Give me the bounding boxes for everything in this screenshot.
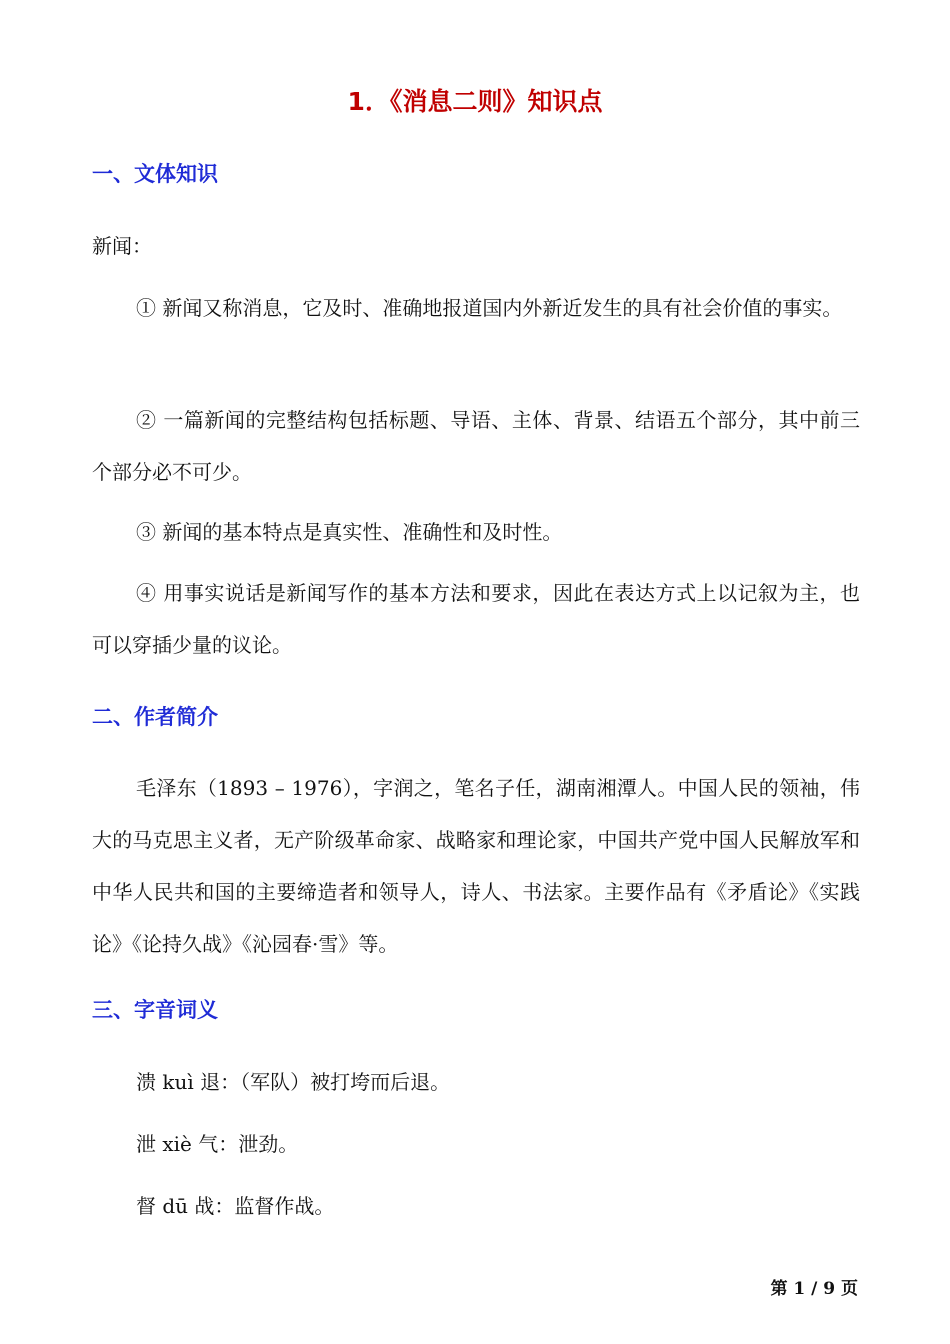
- news-point-3: ③ 新闻的基本特点是真实性、准确性和及时性。: [136, 520, 563, 544]
- vocab-item-1: 溃 kuì 退：（军队）被打垮而后退。: [136, 1070, 451, 1094]
- news-point-1: ① 新闻又称消息，它及时、准确地报道国内外新近发生的具有社会价值的事实。: [136, 296, 843, 320]
- section-heading-vocabulary: 三、字音词义: [92, 998, 218, 1022]
- document-title: 1．《消息二则》知识点: [347, 87, 603, 116]
- page-number: 第 1 / 9 页: [770, 1279, 858, 1299]
- section-heading-author: 二、作者简介: [92, 705, 218, 729]
- news-point-2: ② 一篇新闻的完整结构包括标题、导语、主体、背景、结语五个部分，其中前三个部分必不可少。: [92, 408, 860, 484]
- vocab-item-3: 督 dū 战：监督作战。: [136, 1194, 335, 1218]
- news-label: 新闻：: [92, 234, 152, 258]
- section-heading-genre: 一、文体知识: [92, 162, 218, 186]
- vocab-item-2: 泄 xiè 气：泄劲。: [136, 1132, 299, 1156]
- author-bio: 毛泽东（1893 – 1976），字润之，笔名子任，湖南湘潭人。中国人民的领袖，伟大的马克思主义者，无产阶级革命家、战略家和理论家，中国共产党中国人民解放军和中华人民共和国的主要缔造者和领导人，诗人、书法家。主要作品有《矛盾论》《实践论》《论持久战》《沁园春·雪》等。: [92, 776, 860, 956]
- news-point-4: ④ 用事实说话是新闻写作的基本方法和要求，因此在表达方式上以记叙为主，也可以穿插少量的议论。: [92, 581, 860, 657]
